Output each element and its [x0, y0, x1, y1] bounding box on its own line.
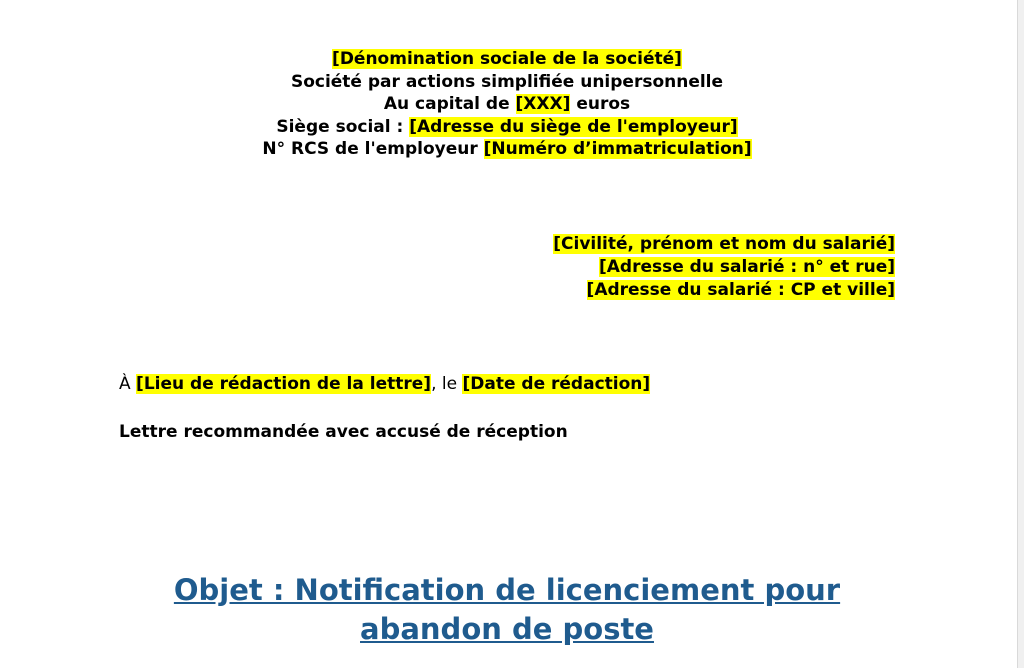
employee-address-block: [553, 233, 895, 302]
letter-subject: [0, 571, 1014, 649]
employee-street-line: [553, 256, 895, 279]
capital-line: [0, 93, 1014, 116]
employee-city-line: [553, 279, 895, 302]
capital-prefix: Au capital de: [383, 94, 516, 114]
capital-amount-placeholder: [XXX]: [515, 94, 571, 114]
seat-line: [0, 116, 1014, 139]
subject-line-2: abandon de poste: [360, 612, 654, 646]
page-edge-scrollbar[interactable]: [1017, 0, 1024, 668]
seat-address-placeholder: [Adresse du siège de l'employeur]: [409, 116, 738, 137]
employee-name-placeholder: [Civilité, prénom et nom du salarié]: [553, 234, 895, 254]
employer-header: [0, 48, 1014, 161]
seat-prefix: Siège social :: [276, 116, 410, 137]
rcs-prefix: N° RCS de l'employeur: [262, 139, 484, 159]
rcs-number-placeholder: [Numéro d’immatriculation]: [483, 139, 752, 159]
employee-street-placeholder: [Adresse du salarié : n° et rue]: [598, 257, 895, 277]
subject-line-1: Objet : Notification de licenciement pour: [173, 573, 841, 607]
date-placeholder: [Date de rédaction]: [462, 374, 651, 394]
employee-name-line: [553, 233, 895, 256]
place-date-line: [119, 372, 650, 396]
rcs-line: [0, 138, 1014, 161]
employee-city-placeholder: [Adresse du salarié : CP et ville]: [586, 280, 895, 300]
company-name-placeholder: [Dénomination sociale de la société]: [332, 49, 682, 69]
registered-mail-line: Lettre recommandée avec accusé de réception: [119, 422, 568, 442]
legal-form-line: Société par actions simplifiée unipersonnelle: [290, 71, 724, 92]
place-date-prefix: À: [119, 374, 137, 394]
capital-suffix: euros: [570, 94, 631, 114]
place-date-middle: , le: [431, 374, 463, 394]
company-name-line: [0, 48, 1014, 71]
place-placeholder: [Lieu de rédaction de la lettre]: [136, 374, 432, 394]
